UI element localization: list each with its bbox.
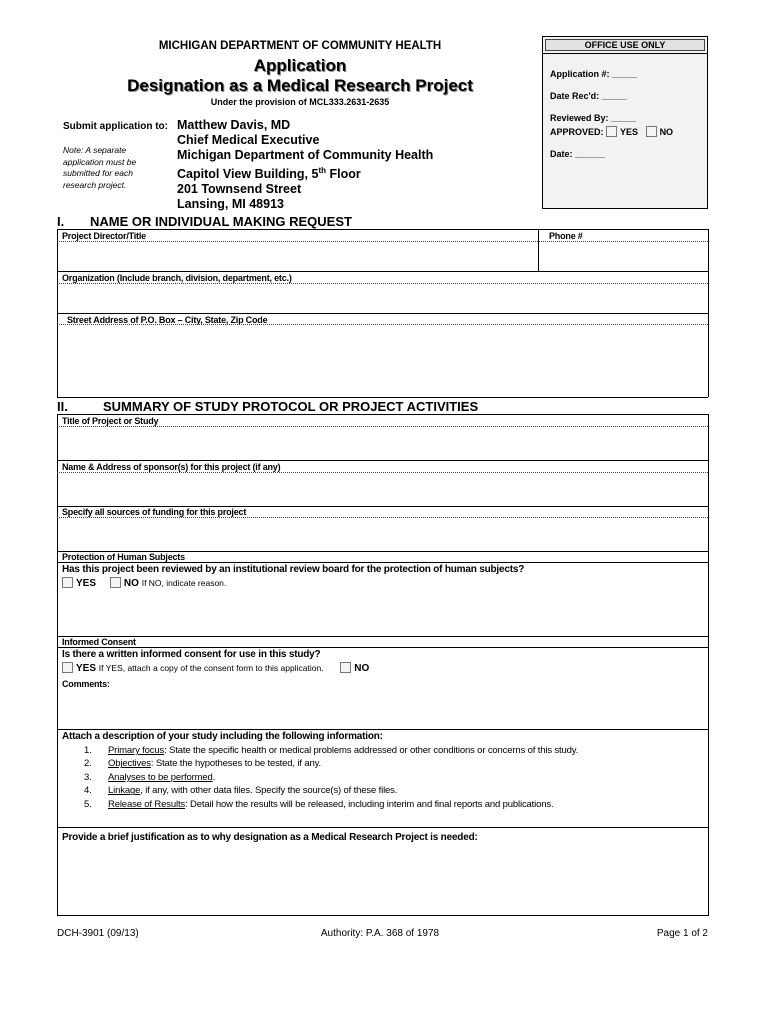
- irb-answer-row: [62, 577, 226, 589]
- date-received: Date Rec'd: _____: [550, 91, 627, 101]
- comments-label: Comments:: [62, 679, 110, 689]
- note-line: application must be: [63, 156, 137, 167]
- section1-title: NAME OR INDIVIDUAL MAKING REQUEST: [90, 214, 352, 229]
- irb-yes-label: YES: [76, 578, 97, 589]
- project-title-label: Title of Project or Study: [62, 416, 159, 426]
- consent-yes-checkbox[interactable]: [62, 662, 73, 673]
- address-department: Michigan Department of Community Health: [177, 148, 434, 162]
- note-line: submitted for each: [63, 168, 133, 178]
- approved-row: [550, 126, 673, 137]
- attach-list: [84, 744, 578, 811]
- list-item: 5. Release of Results: Detail how the results will be released, including interim and final reports and publications.: [84, 798, 554, 810]
- address-field[interactable]: [58, 325, 707, 396]
- list-item: 1. Primary focus: State the specific health or medical problems addressed or other conditions or concerns of this study.: [84, 745, 579, 756]
- list-item: 2. Objectives: State the hypotheses to be tested, if any.: [84, 758, 322, 770]
- section1-number: I.: [57, 214, 65, 229]
- irb-yes-checkbox[interactable]: [62, 577, 73, 588]
- approved-no-label: NO: [659, 127, 674, 137]
- form-title: Application: [253, 56, 347, 75]
- irb-question: Has this project been reviewed by an institutional review board for the protection of human subjects?: [62, 564, 525, 575]
- page-number: Page 1 of 2: [656, 928, 708, 939]
- consent-heading: Informed Consent: [62, 637, 136, 647]
- funding-field[interactable]: [58, 518, 707, 550]
- project-director-field[interactable]: [58, 242, 537, 270]
- submit-label: Submit application to:: [63, 121, 168, 132]
- submit-address: [177, 118, 433, 212]
- sponsor-label: Name & Address of sponsor(s) for this project (if any): [62, 462, 281, 472]
- authority: Authority: P.A. 368 of 1978: [320, 928, 440, 939]
- sponsor-field[interactable]: [58, 473, 707, 505]
- phone-label: Phone #: [549, 231, 583, 241]
- submit-note: [63, 145, 136, 191]
- consent-no-label: NO: [354, 663, 370, 674]
- reviewed-by: Reviewed By: _____: [550, 113, 637, 123]
- organization-field[interactable]: [58, 284, 707, 312]
- office-use-box: [542, 36, 708, 209]
- attach-heading: Attach a description of your study including the following information:: [62, 731, 383, 742]
- list-item: 3. Analyses to be performed.: [84, 771, 216, 783]
- consent-yes-note: If YES, attach a copy of the consent form to this application.: [98, 663, 324, 673]
- funding-label: Specify all sources of funding for this project: [62, 507, 247, 517]
- address-label: Street Address of P.O. Box – City, State, Zip Code: [67, 315, 268, 325]
- consent-yes-label: YES: [76, 663, 97, 674]
- justification-field[interactable]: [58, 846, 707, 914]
- address-name: Matthew Davis, MD: [177, 118, 291, 132]
- irb-no-checkbox[interactable]: [110, 577, 121, 588]
- address-city: Lansing, MI 48913: [177, 197, 284, 212]
- approval-date: Date: ______: [550, 149, 606, 159]
- project-title-field[interactable]: [58, 427, 707, 459]
- consent-question: Is there a written informed consent for use in this study?: [62, 649, 321, 660]
- address-building: Capitol View Building, 5th Floor: [177, 166, 361, 182]
- note-line: research project.: [63, 179, 127, 190]
- form-subtitle: Designation as a Medical Research Project: [127, 76, 473, 95]
- note-line: Note: A separate: [63, 145, 127, 155]
- irb-no-note: If NO, indicate reason.: [141, 578, 227, 588]
- application-number: Application #: _____: [550, 69, 638, 79]
- section2-title: SUMMARY OF STUDY PROTOCOL OR PROJECT ACTIVITIES: [103, 399, 479, 414]
- office-use-heading: OFFICE USE ONLY: [543, 37, 707, 54]
- irb-reason-field[interactable]: [58, 591, 707, 635]
- consent-no-checkbox[interactable]: [340, 662, 351, 673]
- project-director-label: Project Director/Title: [62, 231, 146, 241]
- approved-label: APPROVED:: [550, 127, 604, 137]
- approved-yes-label: YES: [620, 127, 639, 137]
- address-street: 201 Townsend Street: [177, 182, 302, 197]
- form-number: DCH-3901 (09/13): [57, 928, 139, 939]
- section2-number: II.: [57, 399, 68, 414]
- protection-heading: Protection of Human Subjects: [62, 552, 185, 562]
- approved-yes-checkbox[interactable]: [606, 126, 617, 137]
- justification-label: Provide a brief justification as to why designation as a Medical Research Project is needed:: [62, 832, 478, 843]
- consent-answer-row: [62, 662, 369, 674]
- address-title: Chief Medical Executive: [177, 133, 320, 147]
- phone-field[interactable]: [539, 242, 707, 270]
- irb-no-label: NO: [123, 578, 139, 589]
- comments-field[interactable]: [58, 690, 707, 728]
- list-item: 4. Linkage, if any, with other data files. Specify the source(s) of these files.: [84, 785, 398, 797]
- department-name: MICHIGAN DEPARTMENT OF COMMUNITY HEALTH: [158, 40, 442, 52]
- approved-no-checkbox[interactable]: [646, 126, 657, 137]
- organization-label: Organization (Include branch, division, department, etc.): [62, 273, 292, 283]
- provision-text: Under the provision of MCL333.2631-2635: [210, 97, 390, 107]
